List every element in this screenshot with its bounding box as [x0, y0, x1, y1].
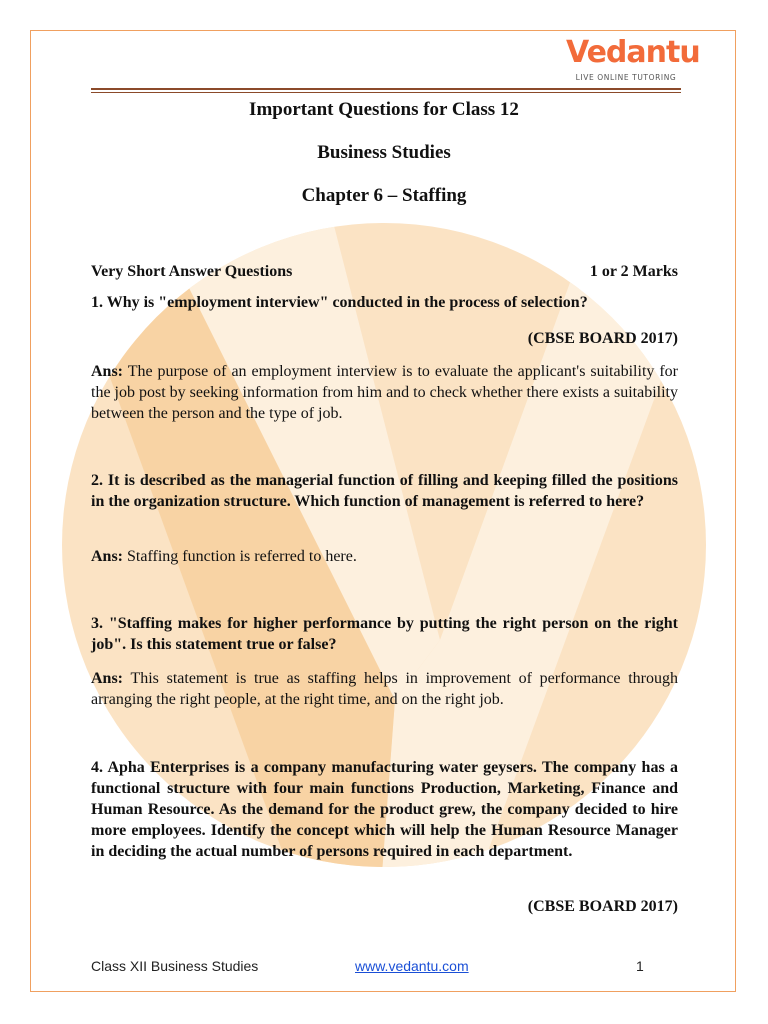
document-title: Important Questions for Class 12 [249, 99, 519, 120]
answer-label: Ans: [91, 548, 124, 565]
section-marks: 1 or 2 Marks [589, 263, 678, 280]
section-header [91, 261, 678, 282]
footer-page-number: 1 [636, 958, 644, 974]
logo-tagline: LIVE ONLINE TUTORING [575, 73, 677, 82]
question-3: 3. "Staffing makes for higher performance by putting the right person on the right job". Is this statement true or false? [91, 615, 678, 653]
footer-course: Class XII Business Studies [91, 958, 259, 974]
question-4: 4. Apha Enterprises is a company manufacturing water geysers. The company has a functional structure with four main functions Production, Marketing, Finance and Human Resource. As the demand for the product grew, the company decided to hire more employees. Identify the concept which will help the Human Resource Manager in deciding the actual number of persons required in each department. [91, 759, 678, 860]
question-4-source: (CBSE BOARD 2017) [527, 898, 678, 915]
answer-1 [91, 361, 678, 424]
question-1: 1. Why is "employment interview" conducted in the process of selection? [91, 294, 588, 311]
answer-3 [91, 668, 678, 710]
answer-label: Ans: [91, 363, 124, 380]
vedantu-logo[interactable] [566, 35, 700, 86]
section-name: Very Short Answer Questions [91, 263, 293, 280]
answer-text: Staffing function is referred to here. [127, 548, 357, 565]
header-rule-thin [91, 92, 681, 93]
footer-website-link[interactable]: www.vedantu.com [355, 958, 469, 974]
question-1-source: (CBSE BOARD 2017) [527, 330, 678, 347]
answer-label: Ans: [91, 670, 124, 687]
subject-title: Business Studies [317, 142, 451, 163]
answer-text: The purpose of an employment interview is to evaluate the applicant's suitability for the job post by seeking information from him and to check whether there exists a suitability between the person and the type of job. [91, 363, 679, 422]
header-rule-thick [91, 88, 681, 90]
answer-text: This statement is true as staffing helps in improvement of performance through arranging the right people, at the right time, and on the right job. [91, 670, 679, 708]
chapter-title: Chapter 6 – Staffing [301, 185, 467, 206]
question-2: 2. It is described as the managerial function of filling and keeping filled the positions in the organization structure. Which function of management is referred to here? [91, 472, 678, 510]
answer-2 [91, 546, 678, 567]
logo-wordmark: Vedantu [566, 35, 700, 70]
